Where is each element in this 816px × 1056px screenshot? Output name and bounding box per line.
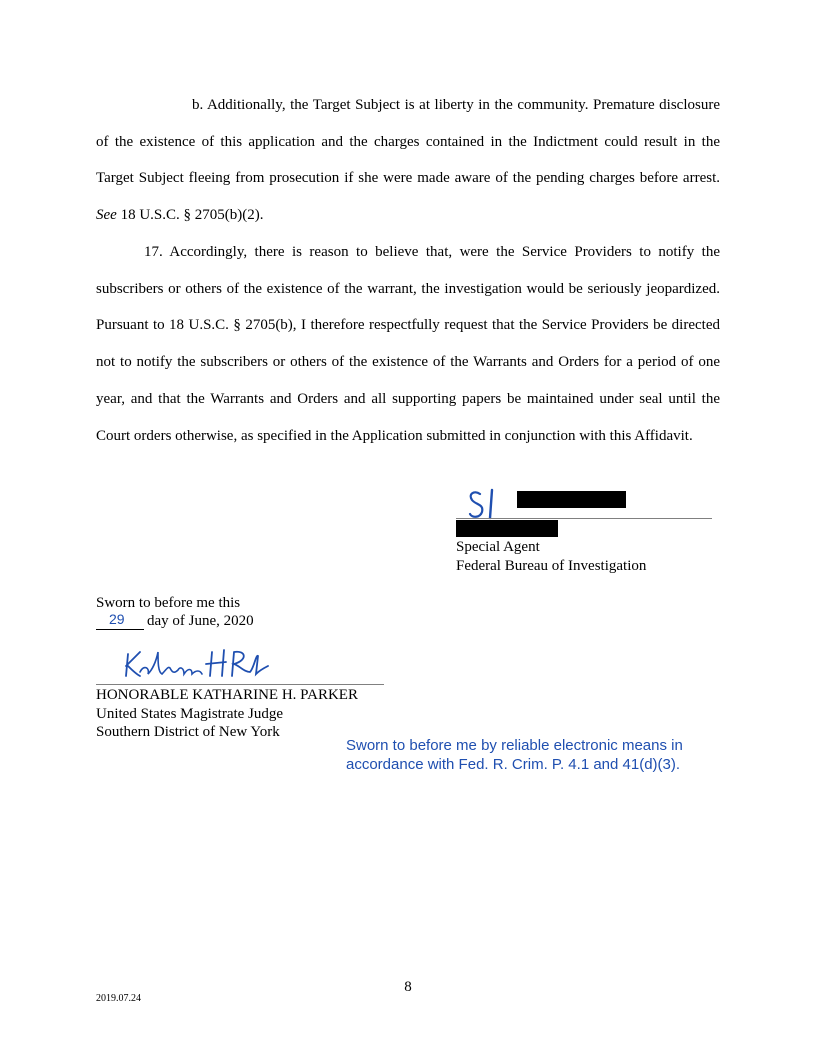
sworn-day: 29 — [109, 611, 125, 627]
version-code: 2019.07.24 — [96, 993, 141, 1004]
judge-signature — [122, 646, 272, 682]
electronic-note-line1: Sworn to before me by reliable electronic means in — [346, 737, 683, 754]
judge-district: Southern District of New York — [96, 724, 280, 740]
judge-title: United States Magistrate Judge — [96, 706, 284, 722]
page-number: 8 — [404, 979, 412, 995]
agent-signature-line — [456, 518, 712, 519]
paragraph-b — [96, 87, 720, 234]
redacted-agent-name — [517, 491, 626, 508]
sworn-line: Sworn to before me this — [96, 595, 241, 611]
electronic-note-line2: accordance with Fed. R. Crim. P. 4.1 and 41(d)(3). — [346, 756, 681, 773]
see-signal: See — [96, 207, 117, 224]
judge-signature-line — [96, 684, 384, 685]
paragraph-b-text: b. Additionally, the Target Subject is at liberty in the community. Premature disclosure of the existence of this application and the charges contained in the Indictment could result in the Target Subject fleeing from prosecution if she were made aware of the pending charges before arrest. — [96, 97, 720, 187]
paragraph-17: 17. Accordingly, there is reason to believe that, were the Service Providers to notify the subscribers or others of the existence of the warrant, the investigation would be seriously jeopardized. Pursuant to 18 U.S.C. § 2705(b), I therefore respectfully request that the Service Providers be directed not to notify the subscribers or others of the existence of the Warrants and Orders for a period of one year, and that the Warrants and Orders and all supporting papers be maintained under seal until the Court orders otherwise, as specified in the Application submitted in conjunction with this Affidavit. — [96, 244, 720, 444]
judge-name: HONORABLE KATHARINE H. PARKER — [96, 687, 358, 703]
day-blank-line — [96, 629, 144, 630]
agent-signature-mark — [466, 488, 502, 522]
redacted-agent-id — [456, 520, 558, 537]
agent-title: Special Agent — [456, 539, 540, 555]
sworn-date-line: day of June, 2020 — [147, 613, 254, 629]
agent-agency: Federal Bureau of Investigation — [456, 558, 647, 574]
paragraph-b-citation: 18 U.S.C. § 2705(b)(2). — [116, 207, 264, 224]
